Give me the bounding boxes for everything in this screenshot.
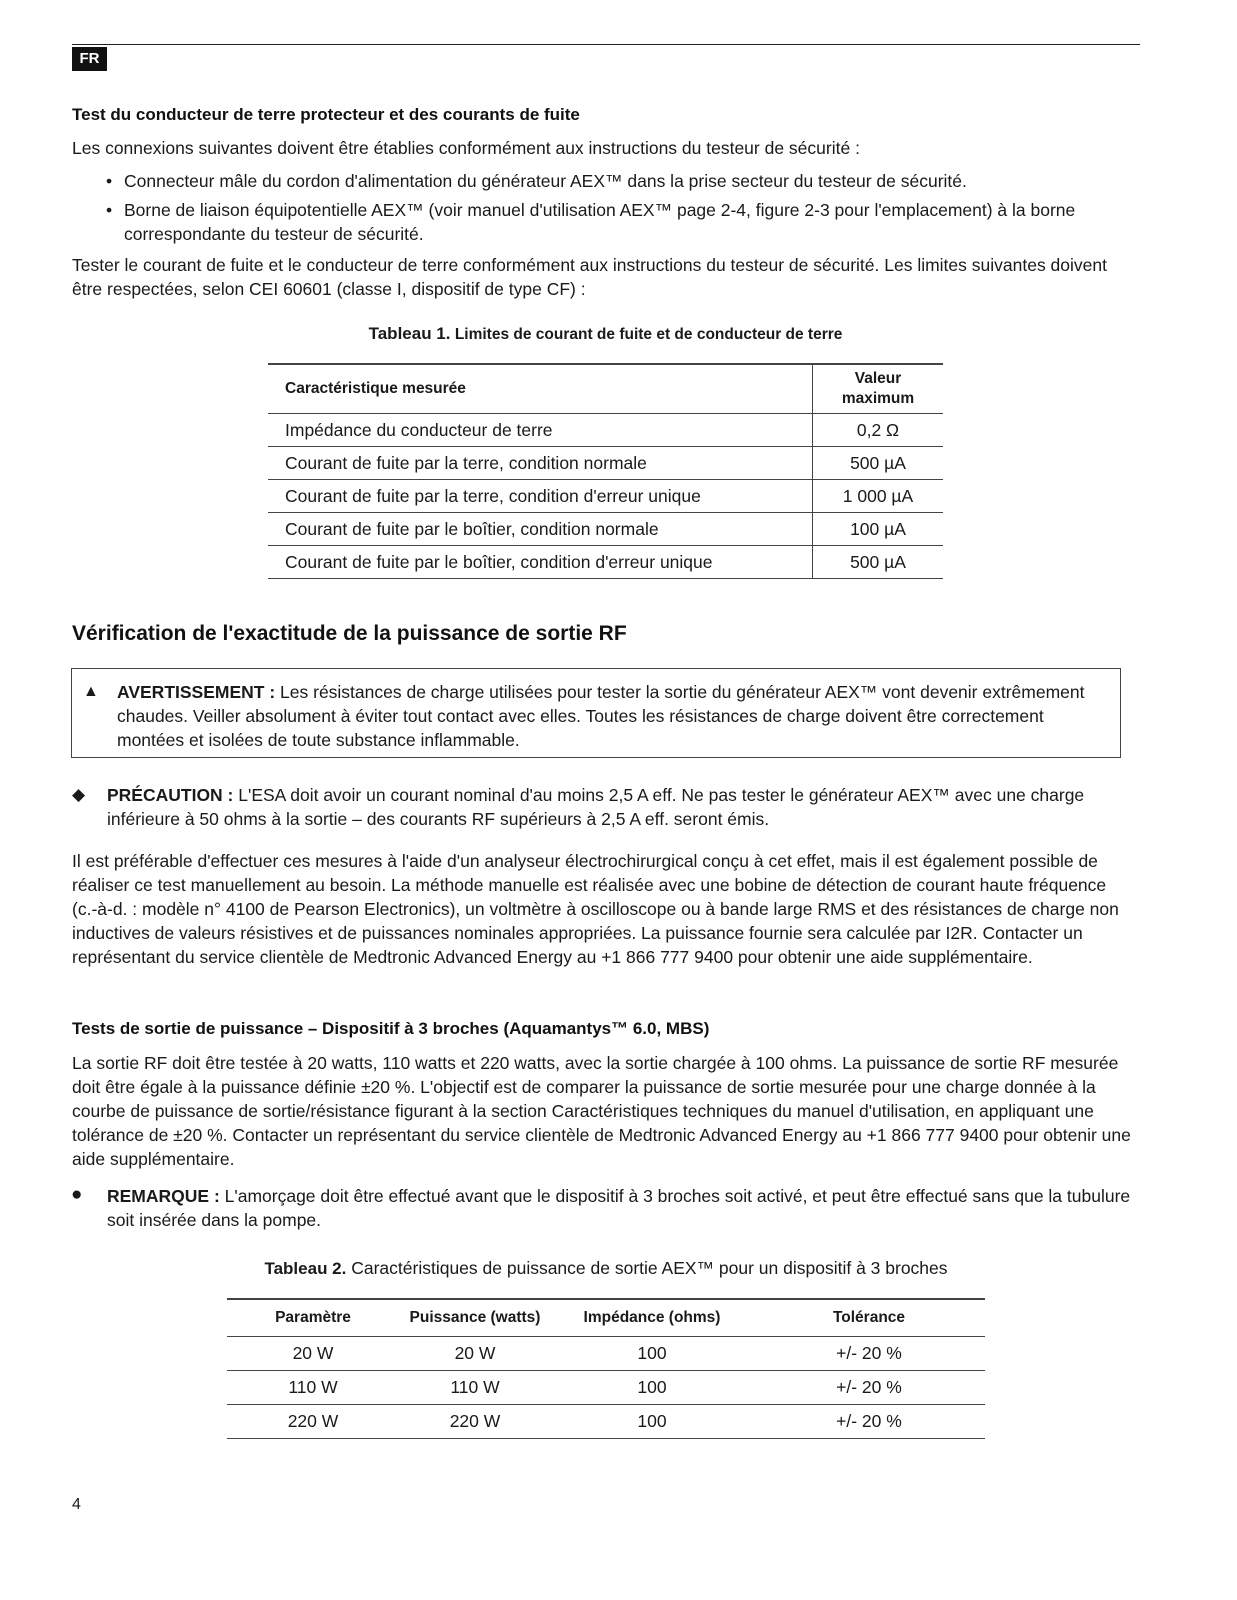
table2-caption: Tableau 2. Caractéristiques de puissance de sortie AEX™ pour un dispositif à 3 broches [264, 1258, 948, 1278]
section-heading-rf-accuracy: Vérification de l'exactitude de la puissance de sortie RF [72, 622, 627, 645]
caution-text: PRÉCAUTION : L'ESA doit avoir un courant nominal d'au moins 2,5 A eff. Ne pas tester le générateur AEX™ avec une charge inférieure à 50 ohms à la sortie – des courants RF supérieurs à 2,5 A eff. seront émis. [107, 785, 1085, 829]
note-text: REMARQUE : L'amorçage doit être effectué avant que le dispositif à 3 broches soit activé, et peut être effectué sans que la tubulure soit insérée dans la pompe. [107, 1186, 1131, 1230]
table-header: Paramètre [227, 1299, 399, 1337]
warning-box [71, 668, 1121, 758]
table-row: Courant de fuite par le boîtier, condition d'erreur unique 500 µA [268, 546, 943, 579]
page-number: 4 [72, 1496, 81, 1513]
table-header: Valeur maximum [813, 364, 944, 414]
table-header: Impédance (ohms) [551, 1299, 753, 1337]
table-header: Puissance (watts) [399, 1299, 551, 1337]
table-row: 220 W 220 W 100 +/- 20 % [227, 1405, 985, 1439]
list-item: • Connecteur mâle du cordon d'alimentation du générateur AEX™ dans la prise secteur du testeur de sécurité. [106, 171, 967, 191]
table-row: Courant de fuite par le boîtier, condition normale 100 µA [268, 513, 943, 546]
table-row: 110 W 110 W 100 +/- 20 % [227, 1371, 985, 1405]
table-row: Courant de fuite par la terre, condition normale 500 µA [268, 447, 943, 480]
table-row: 20 W 20 W 100 +/- 20 % [227, 1337, 985, 1371]
table-row: Impédance du conducteur de terre 0,2 Ω [268, 414, 943, 447]
connection-list [72, 169, 1132, 251]
section-heading-ground-test: Test du conducteur de terre protecteur et des courants de fuite [72, 105, 580, 124]
section-heading-power-tests: Tests de sortie de puissance – Dispositif à 3 broches (Aquamantys™ 6.0, MBS) [72, 1019, 710, 1038]
list-item: • Borne de liaison équipotentielle AEX™ (voir manuel d'utilisation AEX™ page 2-4, figure 2-3 pour l'emplacement) à la borne correspondante du testeur de sécurité. [106, 200, 1076, 244]
table-header: Tolérance [753, 1299, 985, 1337]
warning-triangle-icon: ▲ [83, 683, 99, 700]
limits-paragraph: Tester le courant de fuite et le conducteur de terre conformément aux instructions du testeur de sécurité. Les limites suivantes doivent être respectées, selon CEI 60601 (classe I, dispositif de type CF) : [72, 255, 1107, 299]
leakage-limits-table [268, 363, 943, 579]
power-test-paragraph: La sortie RF doit être testée à 20 watts, 110 watts et 220 watts, avec la sortie chargée à 100 ohms. La puissance de sortie RF mesurée doit être égale à la puissance définie ±20 %. L'objectif est de comparer la puissance de sortie mesurée pour une charge donnée à la courbe de puissance de sortie/résistance figurant à la section Caractéristiques techniques du manuel d'utilisation, en appliquant une tolérance de ±20 %. Contacter un représentant du service clientèle de Medtronic Advanced Energy au +1 866 777 9400 pour obtenir une aide supplémentaire. [72, 1053, 1131, 1169]
note-bullet-icon: ● [71, 1184, 83, 1205]
table-row: Courant de fuite par la terre, condition d'erreur unique 1 000 µA [268, 480, 943, 513]
warning-text: AVERTISSEMENT : Les résistances de charge utilisées pour tester la sortie du générateur AEX™ vont devenir extrêmement chaudes. Veiller absolument à éviter tout contact avec elles. Toutes les résistances de charge doivent être correctement montées et isolées de toute substance inflammable. [117, 682, 1085, 750]
table1-caption: Tableau 1. Limites de courant de fuite et de conducteur de terre [368, 324, 843, 343]
intro-paragraph: Les connexions suivantes doivent être établies conformément aux instructions du testeur de sécurité : [72, 138, 860, 158]
header-rule [72, 44, 1140, 45]
power-output-table [227, 1298, 985, 1439]
table-header: Caractéristique mesurée [268, 364, 813, 414]
language-badge: FR [72, 47, 107, 71]
caution-diamond-icon: ◆ [72, 785, 86, 804]
method-paragraph: Il est préférable d'effectuer ces mesures à l'aide d'un analyseur électrochirurgical conçu à cet effet, mais il est également possible de réaliser ce test manuellement au besoin. La méthode manuelle est réalisée avec une bobine de détection de courant haute fréquence (c.-à-d. : modèle n° 4100 de Pearson Electronics), un voltmètre à oscilloscope ou à bande large RMS et des résistances de charge non inductives de valeurs résistives et de puissances nominales appropriées. La puissance fournie sera calculée par I2R. Contacter un représentant du service clientèle de Medtronic Advanced Energy au +1 866 777 9400 pour obtenir une aide supplémentaire. [72, 851, 1119, 967]
